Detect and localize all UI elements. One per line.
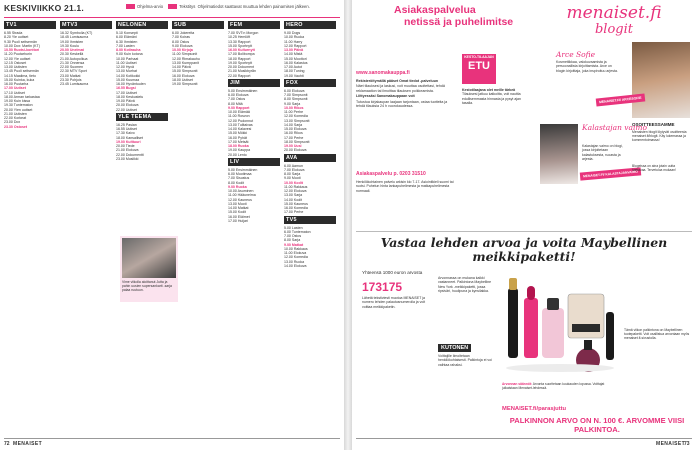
channel-heading: AVA [284,154,336,162]
program-entry: 14.15 Maailma, tieto [4,73,36,78]
program-entry: 11.00 Rakkaus [284,184,308,189]
program-entry: 22.00 Uutiset [116,107,137,112]
subtitle-marker-icon [168,4,177,9]
program-entry: 17.00 Perhe [284,210,304,215]
program-entry: 9.00 Dogs [284,31,301,35]
program-entry: 19.00 Kulttuuri [116,139,141,144]
channel-heading: FOX [284,79,336,87]
mascara-icon [508,288,518,358]
channel-heading: MTV3 [60,21,112,29]
right-footer [356,438,692,448]
program-entry: 8.20 Yle uutiset [4,35,29,40]
channel-heading: HERO [284,21,336,29]
page-number-left: 72 [4,441,10,447]
program-entry: 12.00 Komedia [284,255,308,260]
channel-heading: TV5 [284,216,336,224]
program-entry: 18.00 Simpsonit [284,139,310,144]
matte-label-icon [572,324,600,332]
ad-benefits-body: Tutustua kirjakaupan laajaan tarjontaan, ostaa tuotteita ja tehdä tilauksia 24 h vuorokaudessa. [356,99,448,109]
program-entry: 16.32 Symbolia (KT) [60,31,93,35]
kalastajan-photo [540,124,578,184]
program-entry: 6.00 Elokuva [284,88,305,93]
promo-box [120,236,178,302]
program-entry: 12.15 Ostoset [4,60,27,65]
nail-polish-cap-icon [584,340,592,350]
right-page [352,0,696,450]
program-entry: 18.45 Lumisauma [60,35,89,40]
benefit-text [462,88,524,105]
program-entry: 12.00 Komedia [284,114,308,119]
program-entry: 16.00 Rikos [284,131,303,136]
program-entry: 12.00 Kauneus [228,197,252,202]
ad-title-line2: netissä ja puhelimitse [404,16,514,28]
program-entry: 9.00 Rapport [228,105,250,110]
channel-program-list [4,31,56,129]
ad-benefits-heading: Liittyessäsi Sanomakauppaan voit [356,94,415,99]
ad-url: www.sanomakauppa.fi [356,70,410,76]
section-divider [356,231,692,232]
program-entry: 19.00 Ihmisten [60,39,84,44]
channel-heading: TV1 [4,21,56,29]
listings-legend [122,4,310,9]
program-entry: 23.00 Dox [4,120,21,125]
program-entry: 11.20 Puutarhurin [4,52,32,57]
program-entry: 5.00 Lasten [284,225,303,230]
program-entry: 6.00 Elämäni [116,35,137,40]
subscriber-benefit-badge [462,54,496,84]
badge-big-text: ETU [468,59,490,72]
program-entry: 20.00 Elokuva [284,148,307,153]
kalastajan-blog-tag: MENAISET.FI/ KALASTAJANVAIMO [580,167,641,180]
program-entry: 13.00 Simpsonit [284,118,310,123]
program-entry: 20.00 Unelmat [60,48,84,52]
channel-program-list [284,89,336,153]
badge-top-text: KESTO-TILAAJAN [464,55,494,59]
program-entry: 19.30 Tuntematon [4,103,33,108]
channel-heading: JIM [228,79,280,87]
program-entry: 18.00 Uutiset [172,77,193,82]
program-entry: 23.30 Pohjois [60,77,82,82]
spread-gutter [344,0,352,450]
program-entry: 16.00 Komedia [284,206,308,210]
channel-program-list [284,31,336,78]
program-entry: 6.55 Strada [4,31,23,35]
program-entry: 16.00 Kalastus [284,60,308,65]
program-entry: 21.00 Musikbyrån [228,69,256,74]
program-entry: 10.00 Ruoka [284,35,305,40]
customer-service-ad [356,4,528,226]
program-entry: 19.00 Vauhti [284,73,304,78]
program-entry: 10.00 Rakkaus [284,246,308,251]
prize-value: 173175 [362,280,403,294]
foundation-bottle-icon [542,308,564,358]
program-entry: 17.00 Perhe [284,135,304,140]
program-entry: 10.00 Parhaat [116,56,139,61]
program-entry: 20.00 Dokument [228,65,255,69]
program-entry: 8.00 Kotirauha [116,48,141,52]
program-entry: 14.00 Matkat [228,206,249,210]
program-entry: 14.00 Mistä [284,52,303,57]
program-entry: 14.00 Sarja [284,122,303,127]
benefit-body: Tilauksesi jatkuu katkoitta, voit nauttia edullisemmasta hinnasta ja pysyt ajan tasalla. [462,92,521,105]
arce-text: Kosmetiikkaa, valokuvaamista ja persoonallista kirjoittamista. Arce on blogin kirjoittaja, joka inspiroituu arjesta. [556,60,618,73]
program-entry: 18.00 Rapport [228,56,251,61]
listing-column [172,20,224,434]
mascara-cap-icon [509,278,517,290]
program-entry: 14.00 Kalavesi [228,127,252,131]
channel-program-list [116,123,168,161]
program-entry: 12.00 Pudonnut [228,118,254,123]
channel-heading: YLE TEEMA [116,113,168,121]
program-entry: 18.00 Kansalliset [116,135,144,140]
program-entry: 20.00 Lento [228,152,247,157]
program-entry: 6.00 Tuntematon [284,229,311,234]
program-entry: 15.00 Sportnytt [228,43,253,48]
program-entry: 20.00 Tiede [116,144,135,148]
program-entry: 7.00 Elokuva [284,167,305,172]
program-entry: 15.00 Mökki [228,131,248,136]
listing-column [116,20,168,434]
channel-program-list [284,164,336,215]
channel-program-list [228,89,280,157]
left-footer [4,438,340,448]
program-entry: 9.00 Kuin kotona [116,52,143,57]
arce-photo [632,42,690,118]
site-title: OSOITTEESSAMME [632,122,675,127]
program-entry: 13.00 Uutisten [4,65,27,69]
ad-title [356,4,528,28]
kutonen-text: Voittajille ilmoitetaan henkilökohtaisesti. Palkintoja ei voi vaihtaa rahaksi. [438,354,492,367]
program-entry: 19.00 Uusi [284,144,302,148]
ad-phone: Asiakaspalvelu p. 0203 31510 [356,171,426,177]
channel-heading: SUB [172,21,224,29]
program-entry: 7.00 SVT:n Morgon [228,31,259,35]
program-entry: 13.00 Kumppanit [172,60,199,65]
channel-program-list [228,31,280,78]
listing-column [228,20,280,434]
program-entry: 15.00 Elokuva [284,127,307,131]
program-entry: 22.00 Dokumentti [116,152,144,157]
channel-heading: NELONEN [116,21,168,29]
program-entry: 7.00 Ostos [228,97,246,102]
program-entry: 10.00 Elämää [228,110,250,114]
program-entry: 17.00 Uutiset [4,86,26,91]
program-entry: 16.00 Puutarha [4,82,29,86]
program-entry: 16.00 Kulturnytt [228,48,255,52]
program-entry: 10.00 Kodit [284,180,303,185]
program-entry: 18.00 Arman tarkastaa [4,94,40,99]
program-entry: 9.00 Elokuva [172,43,193,48]
program-entry: 23.00 Matkat [60,73,81,78]
program-entry: 11.00 Simpsonit [172,52,198,57]
page-number-right: 73 [684,441,690,447]
program-entry: 21.00 Uutisten [4,111,27,116]
program-entry: 12.00 Rimakauhu [172,56,200,61]
program-entry: 13.00 Päivä [284,48,304,52]
program-entry: 22.00 Suomen [60,65,84,69]
program-entry: 19.00 Sportnytt [228,60,253,65]
program-entry: 14.00 Elokuva [284,263,307,268]
program-entry: 10.25 Hemlöft [228,35,251,40]
site-text: Menaisten blogit löytyvät osoitteesta menaiset.fi/blogit. Käy lukemassa ja kommentoimassa! [632,130,687,143]
program-entry: 7.00 Simpsonit [284,93,308,97]
program-entry: 20.00 Elokuva [116,103,139,108]
program-entry: 8.00 Ostos [172,39,190,44]
kalastajan-title: Kalastajan vaimo [582,123,648,132]
program-entry: 15.00 Kuumaa [116,77,140,82]
program-entry: 21.00 Elokuva [116,148,139,153]
program-entry: 9.00 Sarja [284,101,301,106]
promo-caption: Vime viikolla aloittanut Jutta ja pahin uusien supersankarit -sarja palaa ruutuun. [122,280,172,293]
channel-program-list [172,31,224,86]
program-entry: 16.00 Pyhät [228,135,247,140]
eyeliner-icon [606,312,614,360]
program-entry: 11.00 Perhe [284,110,304,114]
program-entry: 7.00 Ostos [284,234,302,238]
listing-column [4,20,56,434]
program-entry: 10.00 Asuminen [228,189,254,193]
prize-label: Yhteensä 1000 euron arvosta [362,270,423,275]
channel-program-list [116,31,168,112]
program-entry: 17.10 Uutiset [4,90,25,95]
program-entry: 17.00 Huijari [228,218,248,223]
rules-body: Arvonta suoritetaan kuukauden lopussa. Voittajat julkaistaan Menaiset-lehdessä. [502,382,605,390]
program-entry: 19.30 Koulu [60,43,79,48]
program-entry: 15.00 Moottori [284,56,307,61]
program-entry: 9.30 Puoli seitsemän [4,39,37,44]
program-entry: 16.55 Uutiset [116,127,137,131]
program-entry: 8.00 Mitä [228,101,243,106]
lipstick-tube-icon [524,298,538,358]
program-entry: 22.00 Rapport [228,73,251,78]
listing-column [60,20,112,434]
program-entry: 20.00 Ylen uutiset [4,107,33,112]
program-entry: 5.00 Ensimmäinen [228,167,258,172]
kalastajan-text: Kalastajan vaimo on blogi, jossa kirjoitetaan kalastuksesta, ruoasta ja arjesta. [582,144,623,161]
legend-subtitles: Tekstitys [179,4,196,9]
ad-title-line1: Asiakaspalvelua [394,4,476,16]
program-entry: 10.00 Dox: Martin (KT) [4,43,40,48]
program-entry: 14.00 Kotikokki [116,73,141,78]
program-entry: 12.00 Hyvä [116,65,134,69]
legend-note: Ohjelmatiedot saattavat muuttua lehden painamisen jälkeen. [197,4,310,9]
program-entry: 8.00 Simpsonit [284,97,308,102]
channel-program-list [284,226,336,269]
program-entry: 17.00 Bolibompa [228,52,255,57]
product-shadow-icon [506,364,614,372]
program-entry: 19.00 Simpsonit [172,82,198,86]
rules-heading: Arvonnan säännöt: [502,382,533,386]
program-entry: 13.00 Muoti [228,201,247,206]
program-entry: 14.00 Päivä [172,65,191,69]
program-entry: 10.00 Kirjoja [172,48,193,52]
program-entry: 14.00 Kodit [284,197,302,202]
listings-date: KESKIVIIKKO 21.1. [4,3,84,13]
program-entry: 9.00 Matkat [284,242,304,247]
program-entry: 11.00 Elokuva [284,251,307,255]
program-entry: 21.30 Onnensa [60,60,85,65]
program-entry: 16.00 Eläimet [228,214,250,219]
program-entry: 13.00 Murhat [116,69,137,74]
ad-phone-text: Henkilökohtainen palvelu arkisin klo 7-17. Asiointikieli suomi tai ruotsi. Puhelun hinta lankapuhelimesta ja matkapuhelimesta normaali. [356,180,454,193]
program-entry: 15.00 Simpsonit [172,69,198,74]
program-entry: 6.00 Muotimaa [228,172,252,176]
program-entry: 6.00 Elokuva [228,93,249,97]
program-entry: 23.45 Lumisauma [60,82,89,86]
program-entry: 19.00 Kauppa [228,148,251,153]
program-entry: 18.00 Ruoka [228,144,249,148]
program-entry: 11.00 Uutiset [116,60,137,65]
program-entry: 13.45 Puoli seitsemän [4,69,39,74]
program-entry: 15.00 Kauneus [284,201,308,206]
program-entry: 18.00 Keskustelu [116,94,144,99]
channel-program-list [60,31,112,86]
program-entry: 22.30 MTV Sport [60,69,87,74]
header-rule [4,17,340,18]
program-entry: 12.00 Elokuva [284,189,307,193]
program-entry: 16.00 Hyväntuulen [116,82,146,86]
lipstick-tip-icon [527,286,535,300]
program-entry: 16.55 Bugsi [116,86,136,91]
benefit-heading: Kestotilaajana olet meille tärkeä [462,88,516,92]
big-prize-text: PALKINNON ARVO ON N. 100 €. ARVOMME VIISI PALKINTOA. [509,416,685,434]
legend-recommended: Ohjelma-arvio [137,4,164,9]
program-entry: 23.00 Musiikki [116,156,139,161]
left-page-tv-listings [0,0,344,450]
listing-column [284,20,336,434]
program-entry: 17.00 Uutiset [116,90,137,95]
program-entry: 10.00 Rikos [284,105,304,110]
contest-side-text: Tämä viikon palkintona on Maybellinen tuotepaketti. Voit osallistua arvontaan myös menaiset.fi-sivustolla. [624,328,690,341]
program-entry: 13.30 Rapport [228,39,251,44]
program-entry: 13.00 Sarja [284,193,303,198]
ad-url-body: Näet tilauksesi ja laskusi, voit muuttaa osoitettasi, tehdä reklamaation tai ilmoittaa tilauksen poikkeamista. [356,84,445,93]
contest-headline: Vastaa lehden arvoa ja voita Maybellinen meikkipaketti! [380,235,668,264]
program-entry: 15.00 Kodit [228,210,246,215]
program-entry: 23.30 Ostoset [4,124,28,129]
program-entry: 15.00 Kuinka, kuka [4,77,35,82]
program-entry: 6.30 Ihmisten [116,39,138,44]
blog-photo-caption: Blogeissa on aina jotain uutta luettavaa. Tervetuloa mukaan! [632,164,676,172]
program-entry: 11.00 Harry [284,39,303,44]
foundation-cap-icon [547,298,559,310]
recommended-marker-icon [126,4,135,9]
channel-heading: LIV [228,158,280,166]
program-entry: 8.00 Kodit [228,180,244,185]
program-entry: 7.00 Lasten [116,43,135,48]
program-entry: 11.00 Hääunelma [228,193,256,198]
program-entry: 12.00 Yle uutiset [4,56,31,61]
listings-header [4,3,340,18]
channel-program-list [228,168,280,223]
promo-photo [122,238,176,278]
kutonen-heading: KUTONEN [438,344,471,352]
program-entry: 16.25 Pasian [116,122,137,127]
cosmetics-product-photo [502,268,620,380]
contest-text: Lähetä tekstiviesti muotoa MENAISET ja numero lehden palautusnumerolla ja voit voittaa meikkipaketin. [362,296,426,309]
program-entry: 5.00 Ensimmäinen [228,88,258,93]
blog-logo-sub: blogit [594,22,633,37]
ad-url-text [356,78,456,108]
rules-text [502,382,620,390]
arce-blog-tag: MENAISET.FI/ ARCESOFIE [596,93,645,106]
program-entry: 18.00 Tuning [284,69,305,74]
program-entry: 9.00 Muoti [284,176,301,181]
program-entry: 6.00 Jokereita [172,31,195,35]
program-entry: 19.00 Päivä [116,99,135,103]
contest-mid-text: Arvonnassa on mukana kaikki vastanneet. Palkintona Maybelline New York -meikkipaketti, jossa ripsiväri, huulipuna ja kynsilakka. [438,276,492,293]
program-entry: 13.00 Tulitaivas [228,122,253,127]
program-entry: 17.00 Autot [284,65,302,69]
program-entry: 20.30 Keskellä [60,52,84,57]
program-entry: 19.00 Kuin kissa [4,99,31,103]
magazine-name-left: MENAISET [13,441,43,447]
program-entry: 8.00 Sarja [284,238,301,243]
blog-logo: menaiset.fi [566,3,662,23]
magazine-name-right: MENAISET [656,441,686,447]
blog-feature [536,4,692,230]
arce-title: Arce Sofie [556,50,596,59]
program-entry: 10.50 Ruotsi-konttori [4,48,40,52]
program-entry: 7.00 Sisustus [228,176,250,181]
program-entry: 9.00 Ruoka [228,184,247,189]
program-entry: 16.00 Elokuva [172,73,195,78]
program-entry: 17.30 Kaivo [116,131,135,136]
program-entry: 7.00 Koiras [172,35,190,40]
listing-columns [4,20,340,434]
program-entry: 13.00 Ruoka [284,259,305,264]
program-entry: 21.00 Autopolkua [60,56,88,61]
program-entry: 5.10 Konsepti [116,31,138,35]
program-entry: 11.00 Rosvon [228,114,250,119]
channel-heading: FEM [228,21,280,29]
ad-url-heading: Rekisteröitymällä pääset Omat tiedot -palveluun [356,79,439,83]
program-entry: 22.00 Korkeat [4,116,27,120]
cosmetics-illustration [502,268,620,380]
contest-url-ribbon: MENAISET.fi/parasjuttu [502,406,567,412]
program-entry: 12.00 Rapport [284,43,307,48]
program-entry: 8.00 Sarja [284,172,301,176]
program-entry: 6.00 Aamun [284,163,303,168]
program-entry: 17.00 Metsät [228,139,249,144]
